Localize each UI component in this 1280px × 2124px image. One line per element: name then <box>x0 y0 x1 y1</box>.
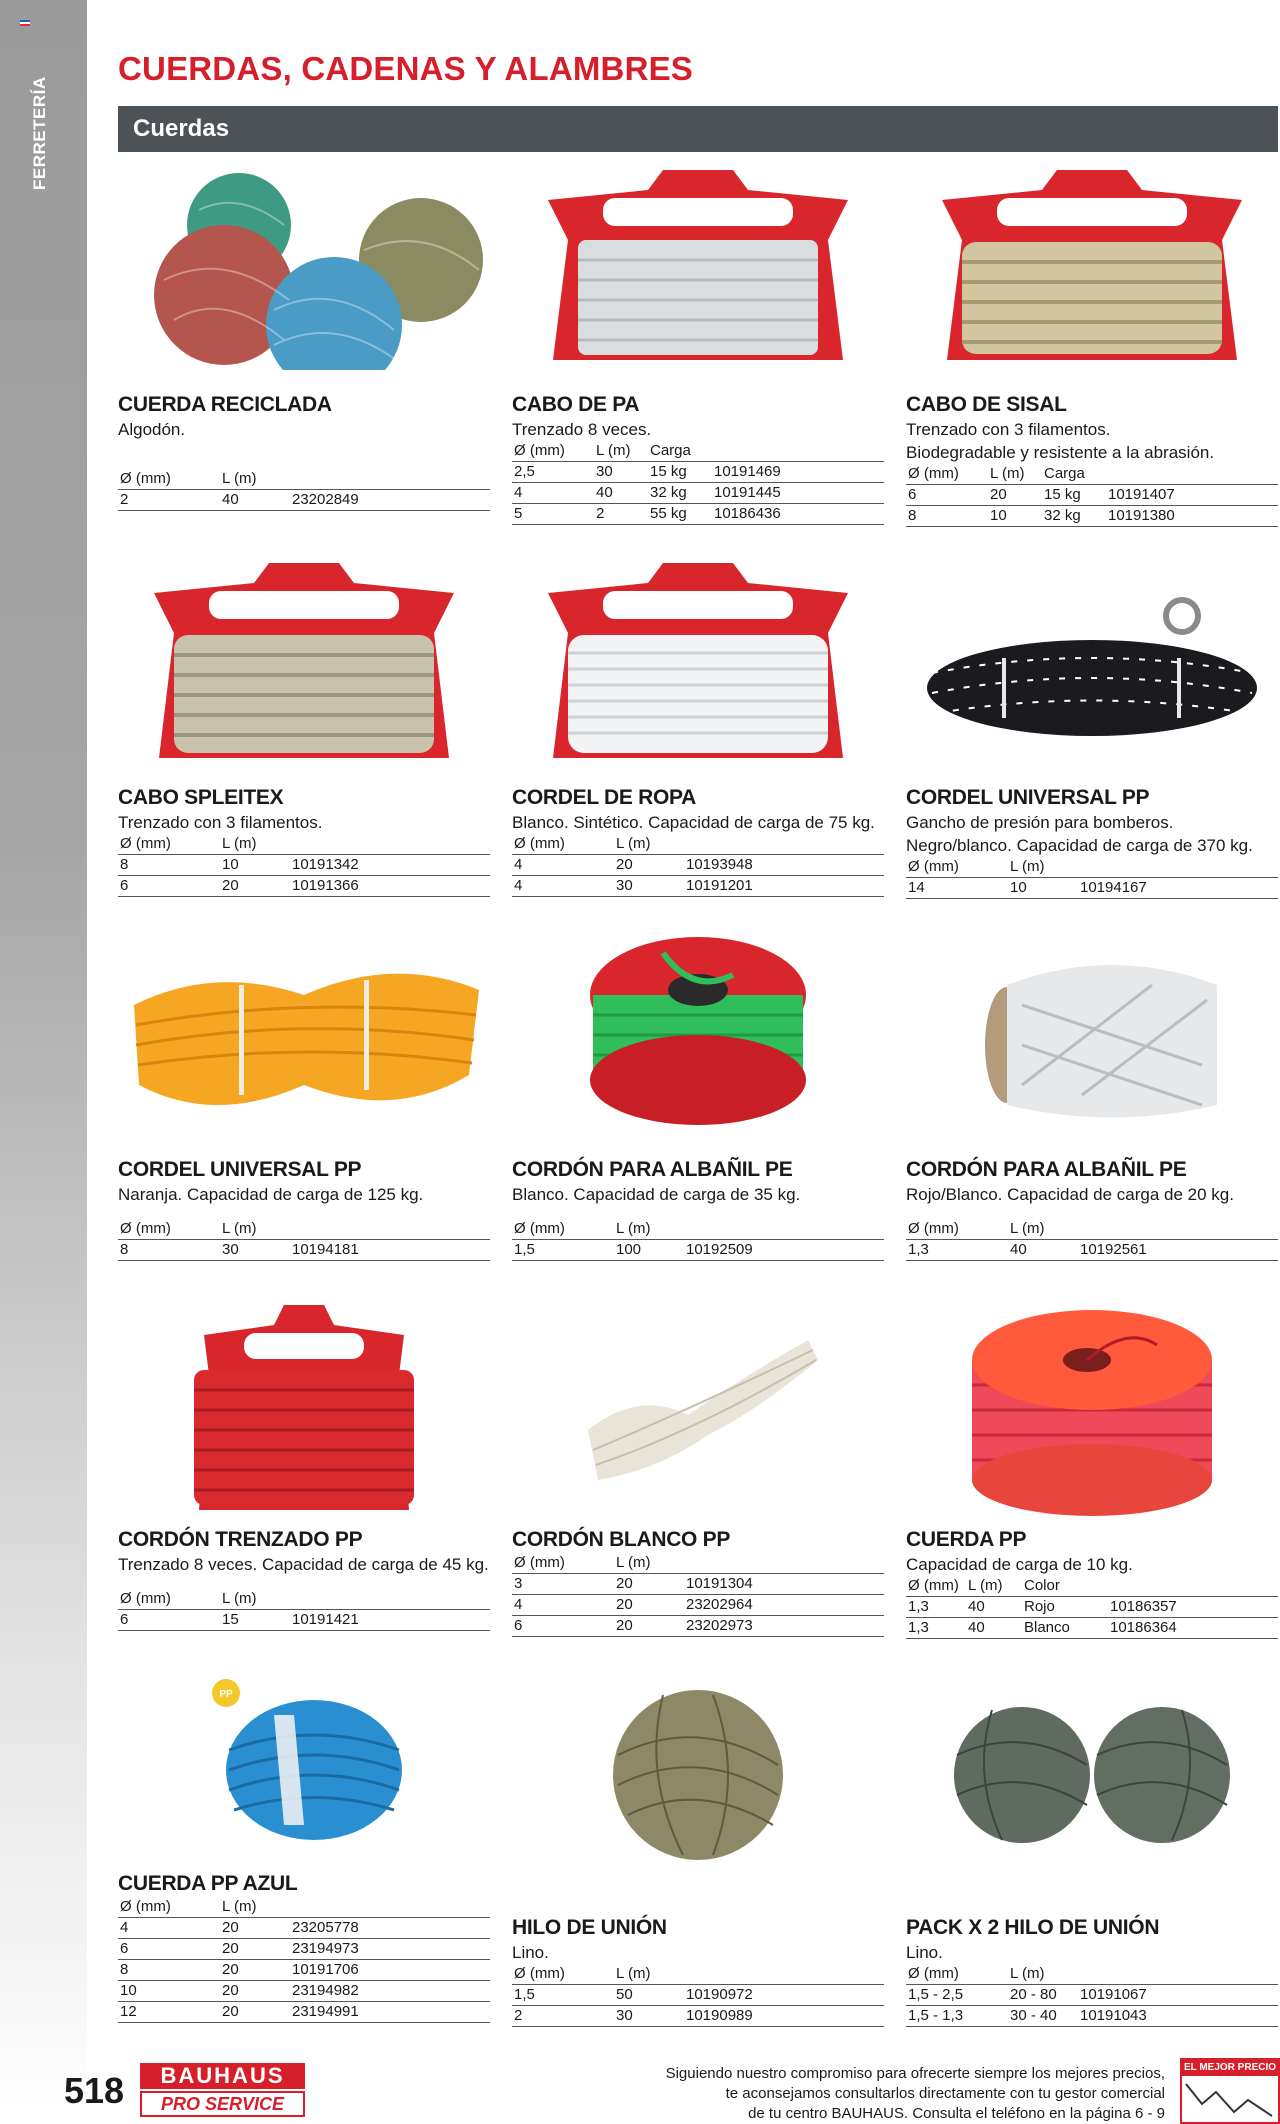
footer-note <box>620 2064 1165 2124</box>
spec-table: Ø (mm) L (m) Color 1,3 40 Rojo 10186357 1,3 40 Blanco 10186364 <box>906 1576 1278 1639</box>
table-row: 1,3 40 10192561 <box>906 1240 1278 1261</box>
product-name: CORDEL DE ROPA <box>512 786 697 809</box>
product-image <box>906 1305 1278 1520</box>
product-name: CABO DE PA <box>512 393 640 416</box>
table-row: 2 30 10190989 <box>512 2006 884 2027</box>
spec-table <box>118 469 490 511</box>
table-row: 1,3 40 Blanco 10186364 <box>906 1618 1278 1639</box>
product-description: Blanco. Capacidad de carga de 35 kg. <box>512 1185 801 1204</box>
product-name: CABO SPLEITEX <box>118 786 284 809</box>
product-description: Biodegradable y resistente a la abrasión. <box>906 443 1215 462</box>
product-description: Gancho de presión para bomberos. <box>906 813 1174 832</box>
table-row: 1,5 - 2,5 20 - 80 10191067 <box>906 1985 1278 2006</box>
section-title: Cuerdas <box>133 115 230 142</box>
table-row: 4 20 10193948 <box>512 855 884 876</box>
product-image <box>512 1305 884 1515</box>
product-name: CUERDA PP <box>906 1528 1027 1551</box>
col-diameter: Ø (mm) <box>118 469 220 490</box>
product-name: CUERDA PP AZUL <box>118 1872 298 1895</box>
pp-badge: PP <box>219 1689 233 1700</box>
logo-bottom: PRO SERVICE <box>140 2091 305 2117</box>
product-image <box>118 170 490 370</box>
table-row: 2 40 23202849 <box>118 490 490 511</box>
product-description: Naranja. Capacidad de carga de 125 kg. <box>118 1185 424 1204</box>
product-description: Capacidad de carga de 10 kg. <box>906 1555 1133 1574</box>
spec-table: Ø (mm) L (m) Carga 2,5 30 15 kg 10191469 4 40 32 kg 10191445 5 2 55 kg 10186436 <box>512 441 884 525</box>
product-image <box>906 170 1278 380</box>
table-row: 4 40 32 kg 10191445 <box>512 483 884 504</box>
spec-table: Ø (mm) L (m) 6 15 10191421 <box>118 1589 490 1631</box>
product-image <box>512 560 884 775</box>
spec-table: Ø (mm) L (m) 1,5 100 10192509 <box>512 1219 884 1261</box>
product-name: CORDÓN TRENZADO PP <box>118 1528 363 1551</box>
product-description: Negro/blanco. Capacidad de carga de 370 kg. <box>906 836 1253 855</box>
product-name: CORDEL UNIVERSAL PP <box>118 1158 362 1181</box>
page-title: CUERDAS, CADENAS Y ALAMBRES <box>118 50 694 87</box>
product-name: PACK X 2 HILO DE UNIÓN <box>906 1916 1160 1939</box>
price-chart-icon <box>1182 2076 1278 2120</box>
table-row: 6 20 23194973 <box>118 1939 490 1960</box>
table-row: 5 2 55 kg 10186436 <box>512 504 884 525</box>
spec-table: Ø (mm) L (m) 1,5 50 10190972 2 30 10190989 <box>512 1964 884 2027</box>
spec-table: Ø (mm) L (m) 1,3 40 10192561 <box>906 1219 1278 1261</box>
table-row: 4 30 10191201 <box>512 876 884 897</box>
product-image <box>118 560 490 775</box>
product-image <box>512 935 884 1135</box>
table-row: 12 20 23194991 <box>118 2002 490 2023</box>
product-image <box>118 935 490 1135</box>
spec-table: Ø (mm) L (m) 4 20 10193948 4 30 10191201 <box>512 834 884 897</box>
table-row: 1,5 50 10190972 <box>512 1985 884 2006</box>
table-row: 6 20 23202973 <box>512 1616 884 1637</box>
product-description: Trenzado con 3 filamentos. <box>118 813 323 832</box>
product-name: CORDÓN PARA ALBAÑIL PE <box>512 1158 793 1181</box>
col-ref <box>290 469 490 490</box>
product-image <box>118 1675 490 1845</box>
product-name: CORDÓN BLANCO PP <box>512 1528 731 1551</box>
product-image <box>512 1675 884 1875</box>
spec-table: Ø (mm) L (m) 3 20 10191304 4 20 23202964 6 20 23202973 <box>512 1553 884 1637</box>
product-image <box>512 170 884 380</box>
flag-icon <box>20 20 30 26</box>
footer-note-line: te aconsejamos consultarlos directamente con tu gestor comercial <box>725 2085 1165 2102</box>
product-image <box>906 935 1278 1135</box>
spec-table: Ø (mm) L (m) 14 10 10194167 <box>906 857 1278 899</box>
table-row: 1,3 40 Rojo 10186357 <box>906 1597 1278 1618</box>
product-description: Rojo/Blanco. Capacidad de carga de 20 kg. <box>906 1185 1234 1204</box>
table-row: 1,5 100 10192509 <box>512 1240 884 1261</box>
table-row: 4 20 23202964 <box>512 1595 884 1616</box>
product-name: CUERDA RECICLADA <box>118 393 332 416</box>
product-name: HILO DE UNIÓN <box>512 1916 667 1939</box>
page-number: 518 <box>64 2070 125 2111</box>
product-description: Lino. <box>906 1943 943 1962</box>
product-name: CABO DE SISAL <box>906 393 1067 416</box>
section-header <box>118 106 1278 152</box>
table-row: 6 15 10191421 <box>118 1610 490 1631</box>
sidebar <box>0 0 87 2124</box>
table-row: 10 20 23194982 <box>118 1981 490 2002</box>
product-description: Algodón. <box>118 420 186 439</box>
table-row: 1,5 - 1,3 30 - 40 10191043 <box>906 2006 1278 2027</box>
best-price-badge <box>1180 2058 1280 2124</box>
product-description: Trenzado con 3 filamentos. <box>906 420 1111 439</box>
col-length: L (m) <box>220 469 290 490</box>
table-row: 2,5 30 15 kg 10191469 <box>512 462 884 483</box>
product-description: Blanco. Sintético. Capacidad de carga de 75 kg. <box>512 813 875 832</box>
table-row: 8 30 10194181 <box>118 1240 490 1261</box>
product-description: Trenzado 8 veces. <box>512 420 652 439</box>
product-image <box>118 1305 490 1515</box>
product-image <box>906 560 1278 775</box>
spec-table: Ø (mm) L (m) Carga 6 20 15 kg 10191407 8 10 32 kg 10191380 <box>906 464 1278 527</box>
spec-table: Ø (mm) L (m) 1,5 - 2,5 20 - 80 10191067 1,5 - 1,3 30 - 40 10191043 <box>906 1964 1278 2027</box>
product-name: CORDÓN PARA ALBAÑIL PE <box>906 1158 1187 1181</box>
product-description: Lino. <box>512 1943 549 1962</box>
table-row: 4 20 23205778 <box>118 1918 490 1939</box>
product-image <box>906 1675 1278 1875</box>
badge-title: EL MEJOR PRECIO <box>1182 2060 1278 2076</box>
table-row: 14 10 10194167 <box>906 878 1278 899</box>
table-row: 8 10 10191342 <box>118 855 490 876</box>
footer-note-line: de tu centro BAUHAUS. Consulta el teléfono en la página 6 - 9 <box>748 2105 1165 2122</box>
table-row: 8 20 10191706 <box>118 1960 490 1981</box>
spec-table: Ø (mm) L (m) 8 30 10194181 <box>118 1219 490 1261</box>
table-row: 6 20 10191366 <box>118 876 490 897</box>
footer-note-line: Siguiendo nuestro compromiso para ofrecerte siempre los mejores precios, <box>665 2065 1165 2082</box>
table-row: 8 10 32 kg 10191380 <box>906 506 1278 527</box>
bauhaus-logo[interactable] <box>140 2063 305 2115</box>
table-row: 3 20 10191304 <box>512 1574 884 1595</box>
logo-top: BAUHAUS <box>140 2063 305 2089</box>
sidebar-label: FERRETERÍA <box>30 76 49 190</box>
spec-table: Ø (mm) L (m) 4 20 23205778 6 20 23194973 8 20 10191706 10 20 23194982 12 20 23194991 <box>118 1897 490 2023</box>
table-row: 6 20 15 kg 10191407 <box>906 485 1278 506</box>
product-description: Trenzado 8 veces. Capacidad de carga de 45 kg. <box>118 1555 489 1574</box>
product-name: CORDEL UNIVERSAL PP <box>906 786 1150 809</box>
spec-table: Ø (mm) L (m) 8 10 10191342 6 20 10191366 <box>118 834 490 897</box>
